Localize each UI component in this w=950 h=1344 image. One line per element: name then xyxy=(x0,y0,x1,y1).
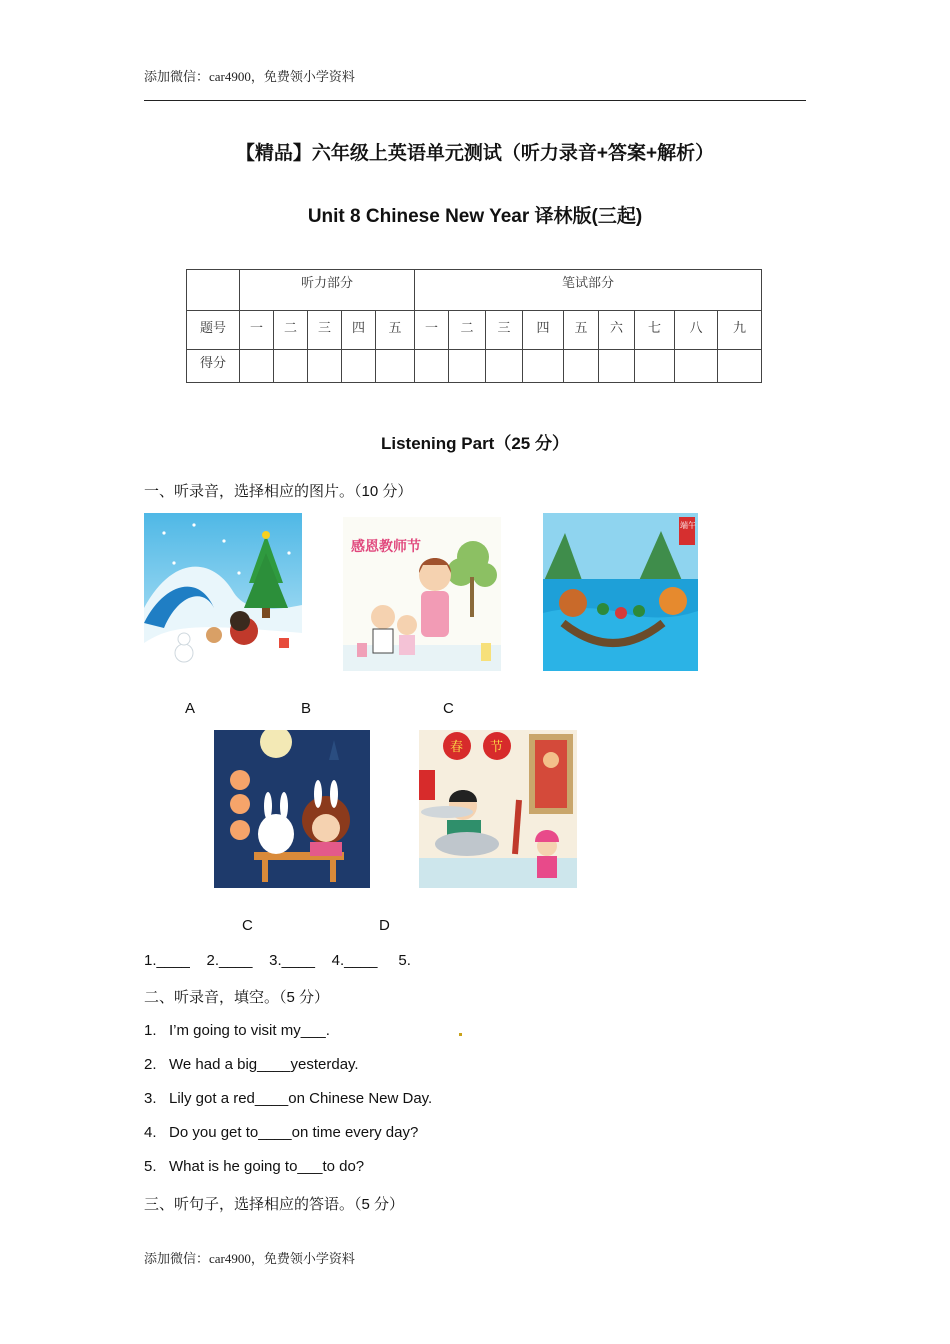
answer-blanks[interactable]: 1.____ 2.____ 3.____ 4.____ 5. xyxy=(144,952,411,969)
section3-title: 三、听句子，选择相应的答语。（5 分） xyxy=(144,1196,405,1213)
score-cell[interactable] xyxy=(635,350,675,383)
fill-item: 5. What is he going to___to do? xyxy=(144,1158,365,1175)
fill-item: 1. I’m going to visit my___. xyxy=(144,1022,330,1039)
score-cell[interactable] xyxy=(564,350,599,383)
writing-col: 五 xyxy=(564,311,599,350)
score-cell[interactable] xyxy=(486,350,523,383)
writing-col: 九 xyxy=(718,311,762,350)
writing-col: 六 xyxy=(599,311,635,350)
picture-label: B xyxy=(301,700,312,717)
listening-col: 四 xyxy=(342,311,376,350)
listening-col: 一 xyxy=(240,311,274,350)
writing-col: 三 xyxy=(486,311,523,350)
writing-section-header: 笔试部分 xyxy=(415,270,762,311)
header-rule xyxy=(144,100,806,101)
score-cell[interactable] xyxy=(415,350,449,383)
listening-col: 五 xyxy=(376,311,415,350)
listening-col: 二 xyxy=(274,311,308,350)
dragon-boat-text: 端午 xyxy=(680,521,696,530)
score-table-corner xyxy=(187,270,240,311)
teachers-day-text: 感恩教师节 xyxy=(351,539,421,555)
listening-part-title: Listening Part（25 分） xyxy=(381,434,569,453)
score-table xyxy=(186,269,762,383)
fill-item: 4. Do you get to____on time every day? xyxy=(144,1124,419,1141)
section2-title: 二、听录音，填空。（5 分） xyxy=(144,989,330,1006)
score-table-score-row xyxy=(187,350,762,383)
score-cell[interactable] xyxy=(342,350,376,383)
score-cell[interactable] xyxy=(449,350,486,383)
doc-subtitle: Unit 8 Chinese New Year 译林版(三起) xyxy=(307,206,643,227)
picture-label: A xyxy=(185,700,196,717)
score-cell[interactable] xyxy=(718,350,762,383)
listening-col: 三 xyxy=(308,311,342,350)
listening-section-header: 听力部分 xyxy=(240,270,415,311)
score-cell[interactable] xyxy=(240,350,274,383)
writing-col: 四 xyxy=(523,311,564,350)
teachers-day-picture xyxy=(343,517,501,671)
score-cell[interactable] xyxy=(274,350,308,383)
score-cell[interactable] xyxy=(523,350,564,383)
score-table-header-row xyxy=(187,270,762,311)
spring-festival-picture xyxy=(419,730,577,888)
row-label-score: 得分 xyxy=(187,350,240,383)
picture-label: D xyxy=(379,917,390,934)
section1-title: 一、听录音，选择相应的图片。（10 分） xyxy=(144,483,413,500)
doc-title: 【精品】六年级上英语单元测试（听力录音+答案+解析） xyxy=(235,143,715,164)
mid-autumn-picture xyxy=(214,730,370,888)
lantern-right-text: 节 xyxy=(490,740,504,755)
score-cell[interactable] xyxy=(599,350,635,383)
page-header: 添加微信：car4900，免费领小学资料 xyxy=(144,69,355,84)
writing-col: 七 xyxy=(635,311,675,350)
picture-label: C xyxy=(242,917,253,934)
christmas-snow-picture xyxy=(144,513,302,671)
fill-item: 3. Lily got a red____on Chinese New Day. xyxy=(144,1090,433,1107)
writing-col: 二 xyxy=(449,311,486,350)
fill-item: 2. We had a big____yesterday. xyxy=(144,1056,359,1073)
writing-col: 一 xyxy=(415,311,449,350)
stray-dot xyxy=(459,1033,462,1036)
lantern-left-text: 春 xyxy=(450,740,464,755)
score-cell[interactable] xyxy=(376,350,415,383)
score-table-number-row xyxy=(187,311,762,350)
score-cell[interactable] xyxy=(308,350,342,383)
score-cell[interactable] xyxy=(675,350,718,383)
picture-label: C xyxy=(443,700,454,717)
row-label-number: 题号 xyxy=(187,311,240,350)
dragon-boat-picture xyxy=(543,513,698,671)
page-footer: 添加微信：car4900，免费领小学资料 xyxy=(144,1251,355,1266)
writing-col: 八 xyxy=(675,311,718,350)
